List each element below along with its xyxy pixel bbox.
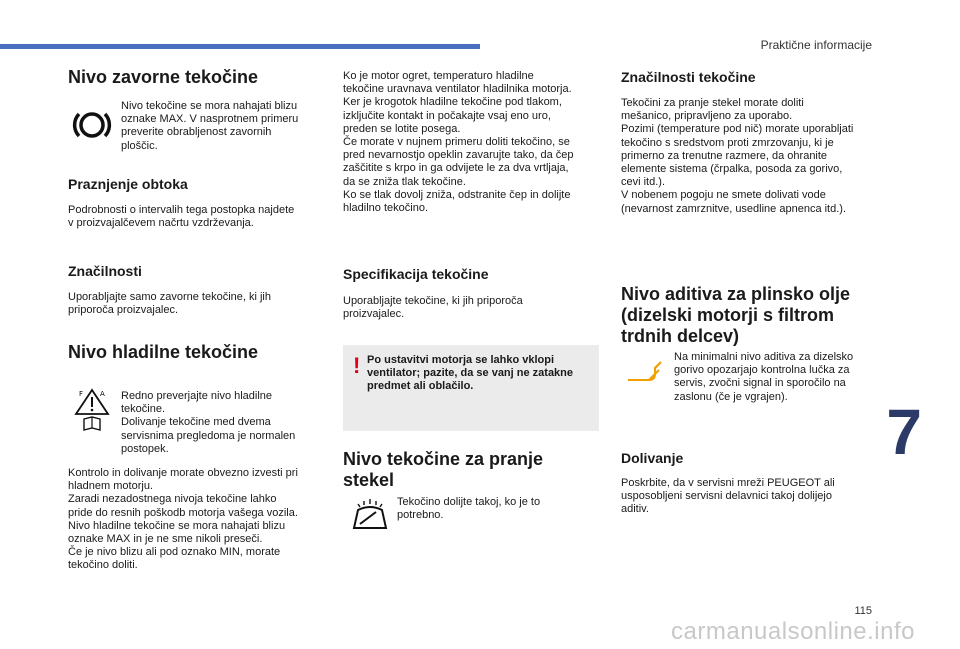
fluid-properties-text: Tekočini za pranje stekel morate doliti mešanico, pripravljeno za uporabo. Pozimi (temperature pod nič) morate uporabljati tekočino s sredstvom proti zmrzovanju, ki je primerno za trenutne razmere, da ohranite elemente sistema (črpalka, posoda za gorivo, cevi itd.). V nobenem pogoju ne smete dolivati vode (nevarnost zamrznitve, usedline apnenca itd.). — [621, 97, 854, 215]
additive-icon-text: Na minimalni nivo aditiva za dizelsko gorivo opozarjajo kontrolna lučka za servis, zvočni signal in sporočilo na zaslonu (če je vgrajen). — [674, 351, 854, 403]
washer-icon-text: Tekočino dolijte takoj, ko je to potrebno. — [397, 496, 541, 522]
drain-title: Praznjenje obtoka — [68, 176, 188, 192]
refill-title: Dolivanje — [621, 450, 684, 466]
watermark: carmanualsonline.info — [671, 618, 915, 645]
coolant-warning-icon — [73, 386, 111, 437]
fan-warning-box — [343, 345, 599, 431]
coolant-icon-text: Redno preverjajte nivo hladilne tekočine. Dolivanje tekočine med dvema servisnima pregledoma je normalen postopek. — [121, 390, 296, 455]
hot-engine-text: Ko je motor ogret, temperaturo hladilne tekočine uravnava ventilator hladilnika motorja. Ker je krogotok hladilne tekočine pod tlakom, izključite kontakt in počakajte vsaj eno uro, preden se lotite posega. Če morate v nujnem primeru doliti tekočino, se pred nevarnostjo opeklin zavarujte tako, da čep zaščitite s krpo in ga odvijete le za dva vrtljaja, da se zniža tlak tekočine. Ko se tlak dovolj zniža, odstranite čep in dolijte hladilno tekočino. — [343, 70, 574, 215]
brake-spec-title: Značilnosti — [68, 263, 142, 279]
section-title: Praktične informacije — [760, 38, 872, 52]
chapter-number: 7 — [886, 396, 922, 468]
brake-fluid-title: Nivo zavorne tekočine — [68, 67, 259, 87]
fan-warning-text: Po ustavitvi motorja se lahko vklopi ventilator; pazite, da se vanj ne zatakne predmet ali oblačilo. — [367, 354, 574, 393]
drain-text: Podrobnosti o intervalih tega postopka najdete v proizvajalčevem načrtu vzdrževanja. — [68, 204, 295, 230]
brake-fluid-text: Nivo tekočine se mora nahajati blizu oznake MAX. V nasprotnem primeru preverite obrabljenost zavornih ploščic. — [121, 100, 299, 152]
coolant-title: Nivo hladilne tekočine — [68, 342, 259, 362]
fluid-spec-title: Specifikacija tekočine — [343, 266, 489, 282]
page-number: 115 — [854, 605, 872, 617]
header-accent-bar — [0, 44, 480, 49]
svg-text:F: F — [79, 390, 84, 398]
brake-warning-icon — [72, 107, 112, 148]
diesel-additive-icon — [625, 358, 663, 393]
warning-icon: ! — [353, 353, 361, 378]
washer-fluid-icon — [350, 498, 390, 541]
additive-title: Nivo aditiva za plinsko olje (dizelski motorji s filtrom trdnih delcev) — [621, 284, 851, 346]
coolant-text: Kontrolo in dolivanje morate obvezno izvesti pri hladnem motorju. Zaradi nezadostnega nivoja tekočine lahko pride do resnih poškodb motorja vašega vozila. Nivo hladilne tekočine se mora nahajati blizu oznake MAX in je ne sme nikoli preseči. Če je nivo blizu ali pod oznako MIN, morate tekočino doliti. — [68, 467, 298, 572]
fluid-properties-title: Značilnosti tekočine — [621, 69, 756, 85]
svg-text:A: A — [100, 390, 105, 398]
fluid-spec-text: Uporabljajte tekočine, ki jih priporoča proizvajalec. — [343, 295, 523, 321]
refill-text: Poskrbite, da v servisni mreži PEUGEOT ali usposobljeni servisni delavnici takoj dolijejo aditiv. — [621, 477, 835, 516]
washer-title: Nivo tekočine za pranje stekel — [343, 449, 544, 490]
brake-spec-text: Uporabljajte samo zavorne tekočine, ki jih priporoča proizvajalec. — [68, 291, 271, 317]
